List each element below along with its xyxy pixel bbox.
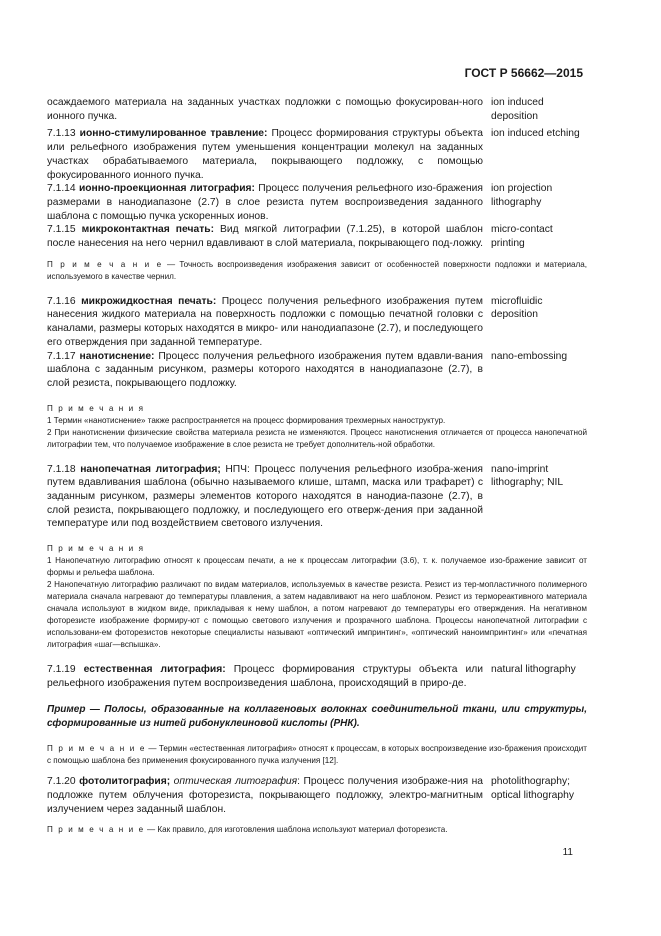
entry-body: Вид мягкой литографии (7.1.25), в которой шаблон после нанесения на него чернил вдавливают в слой материала, покрывающего под-ложку. (47, 224, 483, 250)
term-name: нанопечатная литография; (80, 463, 221, 475)
page-number: 11 (562, 847, 573, 858)
term-name: ионно-стимулированное травление: (79, 128, 268, 140)
entry-number: 7.1.13 (47, 128, 80, 140)
entry-body: осаждаемого материала на заданных участках подложки с помощью фокусирован-ного ионного пучка. (47, 97, 483, 122)
term-entry (47, 295, 587, 350)
entry-text (47, 223, 483, 250)
note-text: — Точность воспроизведения изображения зависит от особенностей поверхности подложки и материала, используемого в качестве чернил. (47, 259, 587, 281)
entry-number: 7.1.15 (47, 224, 82, 236)
note-label: П р и м е ч а н и я (47, 403, 145, 413)
entry-text (47, 663, 483, 690)
entry-body: НПЧ: Процесс получения рельефного изобра-жения путем вдавливания шаблона (обычно называемого клише, штамп, маска или трафарет) с заданным рисунком, размеры элементов которого находятся в нанодиа-пазоне (2.7), в слой резиста, покрывающего подложку, и последующего его отверж-дения при заданной температуре или под воздействием светового излучения. (47, 463, 483, 530)
term-entry (47, 127, 587, 182)
term-synonym: оптическая литография (170, 776, 298, 788)
entry-body: Процесс получения рельефного изображения путем нанесения жидкого материала на поверхность подложки с помощью печатной головки с каналами, размеры которых находятся в микро- или нанодиапазоне (2.7), и последующего его отверждения при заданной температуре. (47, 295, 483, 348)
note-item: 2 Нанопечатную литографию различают по видам материалов, используемых в качестве резиста. Резист из тер-мопластичного полимерного материала сначала нагревают до температуры плавления, а затем надавливают на него шаблоном. Резист из термореактивного материала сначала используют в жидком виде, прикладывая к нему шаблон, а потом нагревают до температуры его отверждения. На негативном фоторезисте изображение формиру-ют с помощью светового излучения и прозрачного шаблона. Процессы нанопечатной литографии с использовани-ем фоторезистов некоторые специалисты называют «оптический импринтинг», «оптический наноимпринтинг» или «печатная литография «шаг—вспышка». (47, 580, 587, 650)
document-body (47, 96, 587, 836)
term-entry (47, 775, 587, 816)
note-label: П р и м е ч а н и е (47, 259, 163, 269)
note (47, 743, 587, 767)
entry-text (47, 182, 483, 223)
term-entry (47, 96, 587, 123)
document-header: ГОСТ Р 56662—2015 (464, 66, 583, 80)
term-name: нанотиснение: (79, 350, 155, 362)
term-name: естественная литография: (83, 664, 226, 676)
entry-text (47, 96, 483, 123)
note (47, 259, 587, 283)
entry-number: 7.1.18 (47, 463, 81, 475)
term-entry (47, 463, 587, 532)
entry-text (47, 295, 483, 350)
entry-body: Процесс получения рельефного изображения путем вдавли-вания шаблона с заданным рисунком, размеры которого находятся в нанодиапазоне (2.7), в слой резиста, покрывающего подложку. (47, 350, 483, 389)
english-term: nano-imprint lithography; NIL (491, 463, 564, 489)
note-text: — Термин «естественная литография» относят к процессам, в которых воспроизведение изо-бражения происходит с помощью шаблона без применения фокусированного пучка излучения [12]. (47, 744, 587, 766)
note (47, 824, 587, 836)
term-name: микрожидкостная печать: (81, 295, 217, 307)
notes-block (47, 403, 587, 451)
entry-text (47, 463, 483, 532)
english-term: photolithography; optical lithography (491, 776, 574, 801)
entry-body: Процесс получения рельефного изо-бражения размерами в нанодиапазоне (2.7) в слое резиста путем воспроизведения заданного шаблона с помощью пучка ускоренных ионов. (47, 183, 483, 222)
entry-text (47, 350, 483, 391)
term-name: микроконтактная печать: (81, 224, 214, 236)
english-term: ion projection lithography (491, 183, 553, 208)
note-label: П р и м е ч а н и е (47, 744, 147, 754)
entry-number: 7.1.19 (47, 664, 84, 676)
notes-block (47, 543, 587, 651)
entry-number: 7.1.14 (47, 183, 79, 195)
english-term: nano-embossing (491, 350, 568, 362)
english-term: micro-contact printing (491, 224, 553, 250)
entry-number: 7.1.17 (47, 350, 80, 362)
entry-number: 7.1.16 (47, 295, 82, 307)
note-label: П р и м е ч а н и я (47, 544, 145, 554)
term-entry (47, 663, 587, 690)
english-term: microfluidic deposition (491, 295, 543, 321)
english-term: natural lithography (491, 664, 576, 676)
english-term: ion induced etching (491, 128, 580, 140)
entry-number: 7.1.20 (47, 776, 80, 788)
note-text: — Как правило, для изготовления шаблона используют материал фоторезиста. (144, 825, 448, 835)
term-name: фотолитография; (79, 776, 171, 788)
term-name: ионно-проекционная литография: (78, 183, 255, 195)
note-item: 2 При нанотиснении физические свойства материала резиста не изменяются. Процесс нанотиснения отличается от процесса нанопечатной литографии тем, что получаемое изображение в слое резиста не требует дополнитель-ной обработки. (47, 427, 587, 449)
entry-text (47, 127, 483, 182)
term-entry (47, 223, 587, 250)
term-entry (47, 182, 587, 223)
term-entry (47, 350, 587, 391)
note-item: 1 Термин «нанотиснение» также распространяется на процесс формирования трехмерных наноструктур. (47, 415, 446, 425)
entry-body: : Процесс получения изображе-ния на подложке путем облучения фоторезиста, покрывающего подложку, электро-магнитным излучением через заданный шаблон. (47, 776, 483, 815)
english-term: ion induced deposition (491, 97, 544, 122)
entry-text (47, 775, 483, 816)
entry-body: Процесс формирования структуры объекта или рельефного изображения путем воспроизведения шаблона, происходящий в приро-де. (47, 664, 483, 689)
note-label: П р и м е ч а н и е (47, 825, 145, 835)
note-item: 1 Нанопечатную литографию относят к процессам печати, а не к процессам литографии (3.6), т. к. получаемое изо-бражение зависит от формы и рельефа шаблона. (47, 556, 587, 578)
example-text: Пример — Полосы, образованные на коллагеновых волокнах соединительной ткани, или структуры, сформированные из нитей рибонуклеиновой кислоты (РНК). (47, 703, 587, 729)
entry-body: Процесс формирования структуры объекта или рельефного изображения путем уменьшения концентрации молекул на заданных участках обрабатываемого материала, покрывающего подложку, с помощью фокусированного ионного пучка. (47, 128, 483, 181)
